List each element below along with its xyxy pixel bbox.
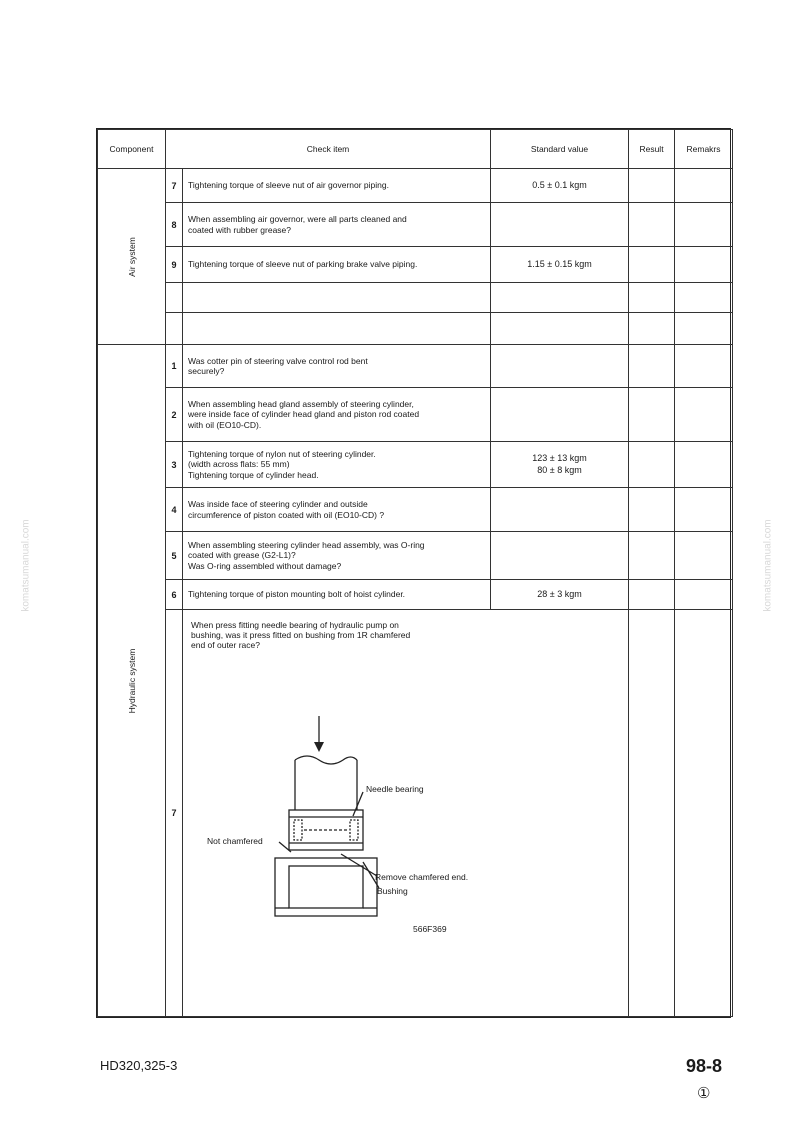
table-row	[98, 247, 733, 283]
figure-id: 566F369	[413, 924, 447, 935]
remarks-cell[interactable]	[675, 580, 733, 610]
std-line: 28 ± 3 kgm	[537, 588, 582, 599]
check-item-line: with oil (EO10-CD).	[188, 419, 262, 430]
result-cell[interactable]	[629, 203, 675, 247]
revision-mark: ①	[697, 1085, 711, 1102]
remarks-cell[interactable]	[675, 247, 733, 283]
check-item-line: Tightening torque of nylon nut of steering cylinder.	[188, 449, 376, 460]
table-row	[98, 488, 733, 532]
header-component: Component	[98, 130, 166, 169]
table-row	[98, 345, 733, 388]
check-item-line: (width across flats: 55 mm)	[188, 459, 290, 470]
table-row	[98, 169, 733, 203]
table-row	[98, 532, 733, 580]
row-number: 2	[166, 388, 183, 442]
watermark-right: komatsumanual.com	[762, 519, 774, 612]
check-item-line: Tightening torque of piston mounting bolt of hoist cylinder.	[188, 589, 406, 600]
table-row-empty	[98, 283, 733, 313]
check-item-line: bushing, was it press fitted on bushing from 1R chamfered	[191, 630, 411, 641]
remarks-cell[interactable]	[675, 169, 733, 203]
bearing-press-fit-figure	[191, 690, 491, 935]
check-item-line: Was inside face of steering cylinder and outside	[188, 499, 368, 510]
standard-value	[491, 203, 629, 247]
result-cell[interactable]	[629, 388, 675, 442]
standard-value	[491, 169, 629, 203]
group-hydraulic-system	[98, 345, 166, 1017]
watermark-left: komatsumanual.com	[20, 519, 32, 612]
header-check-item: Check item	[166, 130, 491, 169]
row-number: 4	[166, 488, 183, 532]
check-item	[183, 532, 491, 580]
row-number: 8	[166, 203, 183, 247]
standard-value	[491, 488, 629, 532]
group-label: Hydraulic system	[126, 648, 137, 713]
remarks-cell[interactable]	[675, 532, 733, 580]
row-number: 5	[166, 532, 183, 580]
standard-value	[629, 610, 675, 1017]
check-item	[183, 488, 491, 532]
std-line: 123 ± 13 kgm	[532, 453, 587, 464]
result-cell[interactable]	[629, 532, 675, 580]
check-item	[183, 442, 491, 488]
header-standard-value: Standard value	[491, 130, 629, 169]
row-number: 1	[166, 345, 183, 388]
page-number: 98-8	[686, 1056, 723, 1076]
label-not-chamfered: Not chamfered	[207, 836, 263, 847]
model-number: HD320,325-3	[100, 1058, 178, 1073]
check-item-line: end of outer race?	[191, 640, 260, 651]
group-air-system	[98, 169, 166, 345]
label-needle-bearing: Needle bearing	[366, 784, 424, 795]
check-table	[97, 129, 733, 1017]
remarks-cell[interactable]	[675, 388, 733, 442]
table-row	[98, 442, 733, 488]
check-item-line: Tightening torque of cylinder head.	[188, 469, 319, 480]
standard-value	[491, 580, 629, 610]
check-item	[183, 388, 491, 442]
check-item-line: coated with grease (G2-L1)?	[188, 550, 296, 561]
check-item-line: When press fitting needle bearing of hydraulic pump on	[191, 620, 399, 630]
remarks-cell[interactable]	[675, 313, 733, 345]
remarks-cell[interactable]	[675, 345, 733, 388]
header-remarks: Remakrs	[675, 130, 733, 169]
table-row	[98, 580, 733, 610]
label-bushing: Bushing	[377, 886, 408, 897]
result-cell[interactable]	[629, 488, 675, 532]
remarks-cell[interactable]	[675, 488, 733, 532]
header-result: Result	[629, 130, 675, 169]
standard-value	[491, 247, 629, 283]
check-item	[183, 580, 491, 610]
table-row-empty	[98, 313, 733, 345]
std-line: 80 ± 8 kgm	[537, 464, 582, 475]
header-row	[98, 130, 733, 169]
table-row	[98, 203, 733, 247]
std-line: 0.5 ± 0.1 kgm	[532, 179, 587, 190]
check-item	[183, 247, 491, 283]
standard-value	[491, 345, 629, 388]
bearing-diagram	[191, 690, 491, 930]
check-item-line: circumference of piston coated with oil (EO10-CD) ?	[188, 509, 385, 520]
check-item-figure	[183, 610, 629, 1017]
check-item-line: When assembling steering cylinder head assembly, was O-ring	[188, 540, 425, 551]
check-item	[183, 203, 491, 247]
result-cell[interactable]	[629, 283, 675, 313]
remarks-cell[interactable]	[675, 442, 733, 488]
result-cell[interactable]	[629, 442, 675, 488]
result-cell[interactable]	[675, 610, 733, 1017]
check-item-line: When assembling air governor, were all parts cleaned and	[188, 214, 407, 225]
table-row-figure	[98, 610, 733, 1017]
row-number: 7	[166, 169, 183, 203]
result-cell[interactable]	[629, 247, 675, 283]
result-cell[interactable]	[629, 580, 675, 610]
row-number: 7	[166, 610, 183, 1017]
check-item-line: Tightening torque of sleeve nut of air governor piping.	[188, 180, 389, 191]
standard-value	[491, 532, 629, 580]
check-item-line: Tightening torque of sleeve nut of parking brake valve piping.	[188, 259, 418, 270]
row-number: 9	[166, 247, 183, 283]
group-label: Air system	[126, 236, 137, 277]
check-item-line: securely?	[188, 366, 225, 376]
check-sheet	[96, 128, 731, 1018]
table-row	[98, 388, 733, 442]
result-cell[interactable]	[629, 345, 675, 388]
check-item-line: When assembling head gland assembly of steering cylinder,	[188, 399, 414, 410]
remarks-cell[interactable]	[675, 203, 733, 247]
check-item-line: were inside face of cylinder head gland and piston rod coated	[188, 409, 420, 420]
check-item-line: Was O-ring assembled without damage?	[188, 560, 342, 571]
row-number: 6	[166, 580, 183, 610]
result-cell[interactable]	[629, 313, 675, 345]
check-item	[191, 620, 620, 650]
result-cell[interactable]	[629, 169, 675, 203]
check-item-line: coated with rubber grease?	[188, 224, 292, 235]
row-number: 3	[166, 442, 183, 488]
remarks-cell[interactable]	[675, 283, 733, 313]
check-item-line: Was cotter pin of steering valve control rod bent	[188, 355, 368, 366]
standard-value	[491, 388, 629, 442]
check-item	[183, 345, 491, 388]
standard-value	[491, 442, 629, 488]
std-line: 1.15 ± 0.15 kgm	[527, 258, 592, 269]
label-remove-chamfered: Remove chamfered end.	[375, 872, 469, 883]
check-item	[183, 169, 491, 203]
